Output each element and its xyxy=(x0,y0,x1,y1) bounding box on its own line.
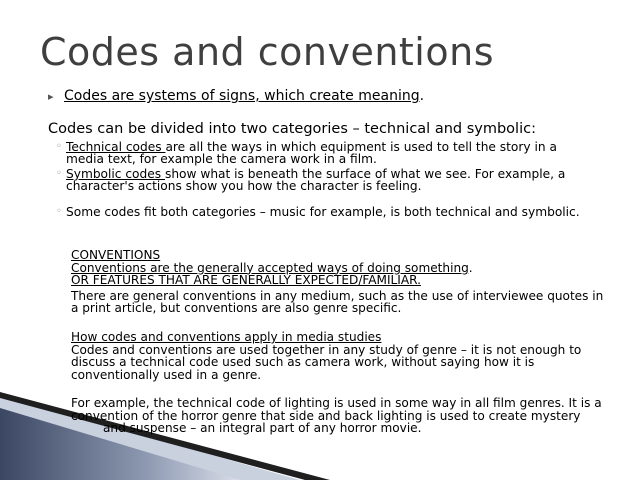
conventions-or-features: OR FEATURES THAT ARE GENERALLY EXPECTED/FAMILIAR. xyxy=(71,273,421,287)
lead-bullet-tail: . xyxy=(419,88,425,104)
technical-codes-desc: are all the ways in which equipment is used to tell the story in a xyxy=(165,140,557,154)
technical-codes-desc-line2: media text, for example the camera work in a film. xyxy=(66,152,377,166)
term-technical-codes: Technical codes xyxy=(66,140,166,154)
conventions-definition-tail: . xyxy=(468,260,473,275)
circle-bullet-icon: ◦ xyxy=(56,141,62,152)
arrow-bullet-icon: ▸ xyxy=(48,90,54,103)
lead-bullet xyxy=(48,88,424,104)
symbolic-codes-desc: show what is beneath the surface of what we see. For example, a xyxy=(164,167,566,181)
intro-text: Codes can be divided into two categories – technical and symbolic: xyxy=(48,121,536,137)
media-studies-heading: How codes and conventions apply in media studies xyxy=(71,330,382,344)
media-studies-line-2: discuss a technical code used such as camera work, without saying how it is xyxy=(71,355,535,369)
media-studies-section xyxy=(71,331,611,381)
conventions-para-line-1: There are general conventions in any medium, such as the use of interviewee quotes in xyxy=(71,288,604,303)
symbolic-codes-desc-line2: character's actions show you how the character is feeling. xyxy=(66,179,422,193)
circle-bullet-icon: ◦ xyxy=(56,168,62,179)
conventions-section xyxy=(71,249,611,315)
example-line-1: For example, the technical code of lighting is used in some way in all film genres. It is a xyxy=(71,396,602,410)
example-line-3: and suspense – an integral part of any horror movie. xyxy=(103,421,422,435)
both-categories-text: Some codes fit both categories – music for example, is both technical and symbolic. xyxy=(66,205,580,219)
media-studies-line-3: conventionally used in a genre. xyxy=(71,367,262,382)
slide-title: Codes and conventions xyxy=(40,30,494,74)
term-symbolic-codes: Symbolic codes xyxy=(66,167,165,181)
sub-bullet-technical xyxy=(56,140,606,166)
sub-bullet-both xyxy=(56,205,606,219)
example-section xyxy=(71,397,611,435)
sub-bullet-symbolic xyxy=(56,167,606,193)
circle-bullet-icon: ◦ xyxy=(56,206,62,217)
conventions-para-line-2: a print article, but conventions are also genre specific. xyxy=(71,301,402,315)
media-studies-line-1: Codes and conventions are used together in any study of genre – it is not enough to xyxy=(71,342,582,357)
conventions-definition: Conventions are the generally accepted ways of doing something xyxy=(71,260,469,275)
lead-bullet-text: Codes are systems of signs, which create meaning xyxy=(64,88,420,104)
conventions-heading: CONVENTIONS xyxy=(71,248,161,262)
example-line-2: convention of the horror genre that side and back lighting is used to create mystery xyxy=(71,408,581,423)
